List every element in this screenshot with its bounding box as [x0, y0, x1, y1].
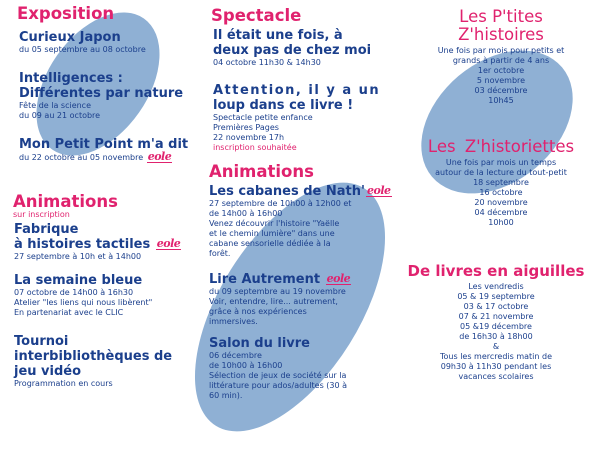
anim-mid-item-title: Les cabanes de Nath' eole — [209, 184, 391, 199]
spectacle-item-text: Spectacle petite enfance — [213, 113, 313, 122]
anim-mid-item-text: Venez découvrir l'histoire "Yaëlle — [209, 219, 340, 228]
aiguilles-date: 07 & 21 novembre — [458, 312, 534, 321]
anim-item-text: Programmation en cours — [14, 379, 113, 388]
expo-item-title-line: Intelligences : — [19, 71, 123, 86]
spectacle-item-title-line: loup dans ce livre ! — [213, 98, 354, 113]
aiguilles-date: 05 & 19 septembre — [457, 292, 535, 301]
exposition-heading: Exposition — [17, 4, 115, 23]
anim-mid-item-text: Sélection de jeux de société sur la — [209, 371, 347, 380]
ptites-histoires-section — [408, 8, 594, 106]
zhistoriettes-text: Une fois par mois un temps — [445, 158, 557, 167]
anim-item-title-line: à histoires tactiles eole — [14, 237, 181, 252]
eole-logo: eole — [326, 272, 351, 285]
zhistoriettes-text: autour de la lecture du tout-petit — [435, 168, 567, 177]
anim-mid-item-date: de 10h00 à 16h00 — [209, 361, 283, 370]
animations-mid-heading: Animations — [209, 162, 314, 181]
anim-mid-item-salon — [209, 336, 347, 401]
eole-logo: eole — [156, 237, 181, 250]
zhistoriettes-section — [408, 138, 594, 228]
zhistoriettes-date: 04 décembre — [474, 208, 528, 217]
anim-mid-item-title: Lire Autrement eole — [209, 272, 351, 287]
aiguilles-date: 03 & 17 octobre — [463, 302, 529, 311]
anim-mid-item-date: de 14h00 à 16h00 — [209, 209, 283, 218]
spectacle-item-title-line: Attention, il y a un — [213, 83, 381, 98]
zhistoriettes-date: 16 octobre — [479, 188, 523, 197]
anim-item-date: 27 septembre à 10h et à 14h00 — [14, 252, 142, 261]
spectacle-heading: Spectacle — [211, 6, 302, 25]
spectacle-item-date: 04 octobre 11h30 & 14h30 — [213, 58, 321, 67]
anim-item-semaine-bleue — [14, 273, 152, 318]
anim-mid-item-text: et le chemin lumière" dans une — [209, 229, 335, 238]
ptites-histoires-text: Une fois par mois pour petits et — [437, 46, 565, 55]
spectacle-item-text: Premières Pages — [213, 123, 279, 132]
anim-item-date: 07 octobre de 14h00 à 16h30 — [14, 288, 134, 297]
spectacle-item-note: inscription souhaitée — [213, 143, 297, 152]
anim-mid-item-cabanes — [209, 184, 392, 259]
anim-item-text: En partenariat avec le CLIC — [14, 308, 124, 317]
aiguilles-ampersand: & — [492, 342, 500, 351]
expo-item-title-line: Différentes par nature — [19, 86, 184, 101]
anim-item-title-line: interbibliothèques de — [14, 349, 173, 364]
animations-left-heading: Animations — [13, 192, 118, 211]
expo-item-title: Mon Petit Point m'a dit — [19, 137, 189, 152]
zhistoriettes-time: 10h00 — [488, 218, 514, 227]
anim-mid-item-text: littérature pour ados/adultes (30 à — [209, 381, 348, 390]
spectacle-item-title-line: deux pas de chez moi — [213, 43, 372, 58]
anim-mid-item-date: 27 septembre de 10h00 à 12h00 et — [209, 199, 352, 208]
aiguilles-text: vacances scolaires — [458, 372, 534, 381]
spectacle-item-date: 22 novembre 17h — [213, 133, 285, 142]
aiguilles-section — [398, 262, 594, 382]
anim-mid-item-date: du 09 septembre au 19 novembre — [209, 287, 346, 296]
ptites-histoires-date: 03 décembre — [474, 86, 528, 95]
expo-item-text: Fête de la science — [19, 101, 91, 110]
anim-item-text: Atelier "les liens qui nous libèrent" — [14, 298, 153, 307]
zhistoriettes-date: 18 septembre — [473, 178, 529, 187]
expo-item-curieux-japon — [19, 30, 146, 55]
zhistoriettes-title: Les Z'historiettes — [427, 137, 575, 156]
anim-item-title-line: Fabrique — [14, 222, 79, 237]
anim-mid-item-date: 06 décembre — [209, 351, 262, 360]
expo-item-date: du 05 septembre au 08 octobre — [19, 45, 146, 54]
ptites-histoires-time: 10h45 — [488, 96, 514, 105]
anim-item-title-line: jeu vidéo — [14, 364, 82, 379]
spectacle-item-il-etait — [213, 28, 371, 68]
ptites-histoires-title-line: Les P'tites — [459, 7, 543, 26]
aiguilles-title: De livres en aiguilles — [407, 262, 585, 280]
expo-item-title: Curieux Japon — [19, 30, 121, 45]
anim-mid-item-text: 60 min). — [209, 391, 243, 400]
animations-left-subtitle: sur inscription — [13, 210, 70, 219]
eole-logo: eole — [367, 184, 391, 197]
expo-item-intelligences — [19, 71, 183, 121]
eole-logo: eole — [147, 150, 172, 163]
anim-mid-item-text: grâce à nos expériences — [209, 307, 307, 316]
anim-mid-item-text: immersives. — [209, 317, 258, 326]
ptites-histoires-date: 1er octobre — [477, 66, 525, 75]
aiguilles-text: Les vendredis — [468, 282, 524, 291]
expo-item-date: du 22 octobre au 05 novembre eole — [19, 150, 172, 163]
anim-item-fabrique — [14, 222, 181, 262]
expo-item-petit-point — [19, 137, 188, 163]
expo-item-date: du 09 au 21 octobre — [19, 111, 101, 120]
anim-mid-item-text: forêt. — [209, 249, 231, 258]
anim-mid-item-text: Voir, entendre, lire... autrement, — [209, 297, 338, 306]
aiguilles-date: 05 &19 décembre — [460, 322, 532, 331]
aiguilles-text: 09h30 à 11h30 pendant les — [440, 362, 552, 371]
ptites-histoires-title-line: Z'histoires — [458, 25, 544, 44]
ptites-histoires-date: 5 novembre — [476, 76, 526, 85]
ptites-histoires-text: grands à partir de 4 ans — [452, 56, 550, 65]
anim-mid-item-text: cabane sensorielle dédiée à la — [209, 239, 331, 248]
aiguilles-text: Tous les mercredis matin de — [440, 352, 552, 361]
anim-mid-item-lire-autrement — [209, 272, 351, 327]
anim-item-tournoi — [14, 334, 172, 389]
spectacle-item-title-line: Il était une fois, à — [213, 28, 343, 43]
anim-item-title: La semaine bleue — [14, 273, 143, 288]
aiguilles-time: de 16h30 à 18h00 — [459, 332, 533, 341]
spectacle-item-loup — [213, 83, 380, 152]
anim-mid-item-title: Salon du livre — [209, 336, 311, 351]
anim-item-title-line: Tournoi — [14, 334, 69, 349]
zhistoriettes-date: 20 novembre — [474, 198, 528, 207]
